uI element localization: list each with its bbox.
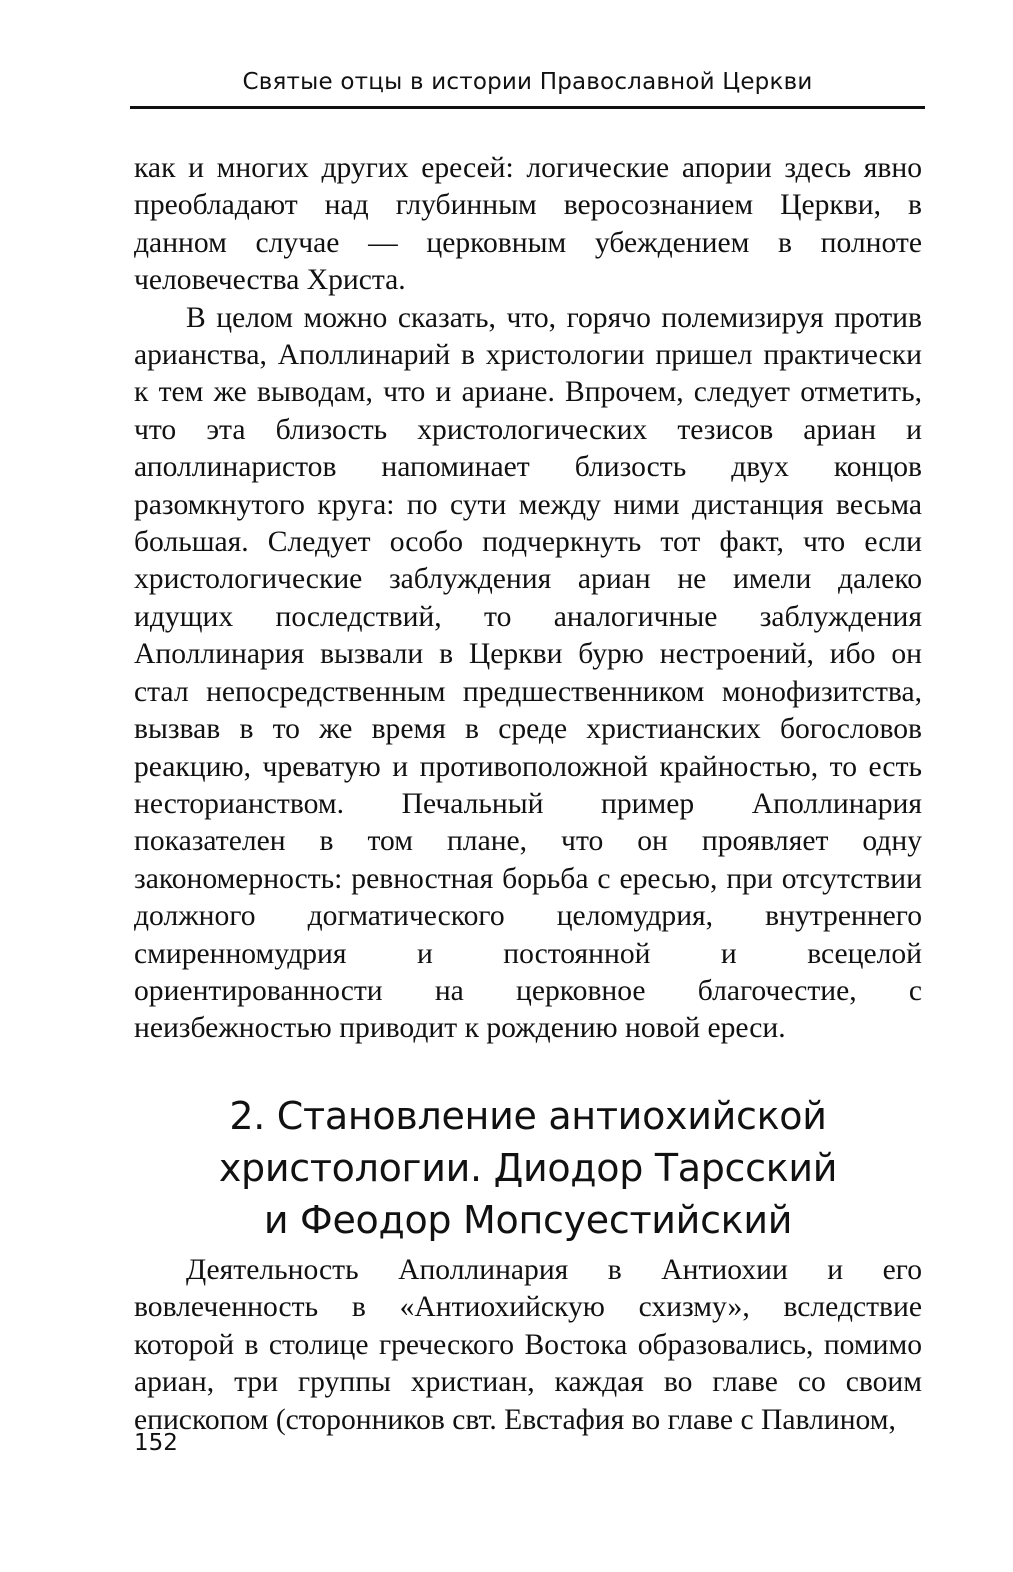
page-number: 152 bbox=[134, 1430, 178, 1456]
paragraph-apollinarius: В целом можно сказать, что, горячо полемизируя против арианства, Аполлинарий в христологии пришел практически к тем же выводам, что и ариане. Впрочем, следует отметить, что эта близость христологических тезисов ариан и аполлинаристов напоминает близость двух концов разомкнутого круга: по сути между ними дистанция весьма большая. Следует особо подчеркнуть тот факт, что если христологические заблуждения ариан не имели далеко идущих последствий, то аналогичные заблуждения Аполлинария вызвали в Церкви бурю нестроений, ибо он стал непосредственным предшественником монофизитства, вызвав в то же время в среде христианских богословов реакцию, чреватую и противоположной крайностью, то есть несторианством. Печальный пример Аполлинария показателен в том плане, что он проявляет одну закономерность: ревностная борьба с ересью, при отсутствии должного догматического целомудрия, внутреннего смиренномудрия и постоянной и всецелой ориентированности на церковное благочестие, с неизбежностью приводит к рождению новой ереси. bbox=[134, 301, 922, 1045]
section-heading-line-3: и Феодор Мопсуестийский bbox=[263, 1198, 793, 1242]
section-heading-line-2: христологии. Диодор Тарсский bbox=[218, 1146, 838, 1190]
paragraph-section-start: Деятельность Аполлинария в Антиохии и его вовлеченность в «Антиохийскую схизму», вследствие которой в столице греческого Востока образовались, помимо ариан, три группы христиан, каждая во главе со своим епископом (сторонников свт. Евстафия во главе с Павлином, bbox=[134, 1254, 922, 1436]
section-heading bbox=[134, 1090, 922, 1246]
running-head: Святые отцы в истории Православной Церкви bbox=[242, 69, 813, 95]
header-rule bbox=[130, 106, 925, 109]
text-block-lower bbox=[134, 1252, 922, 1439]
text-block-upper bbox=[134, 150, 922, 1048]
section-heading-line-1: 2. Становление антиохийской bbox=[229, 1094, 827, 1138]
paragraph-continued: как и многих других ересей: логические апории здесь явно преобладают над глубинным веросознанием Церкви, в данном случае — церковным убеждением в полноте человечества Христа. bbox=[134, 152, 922, 297]
